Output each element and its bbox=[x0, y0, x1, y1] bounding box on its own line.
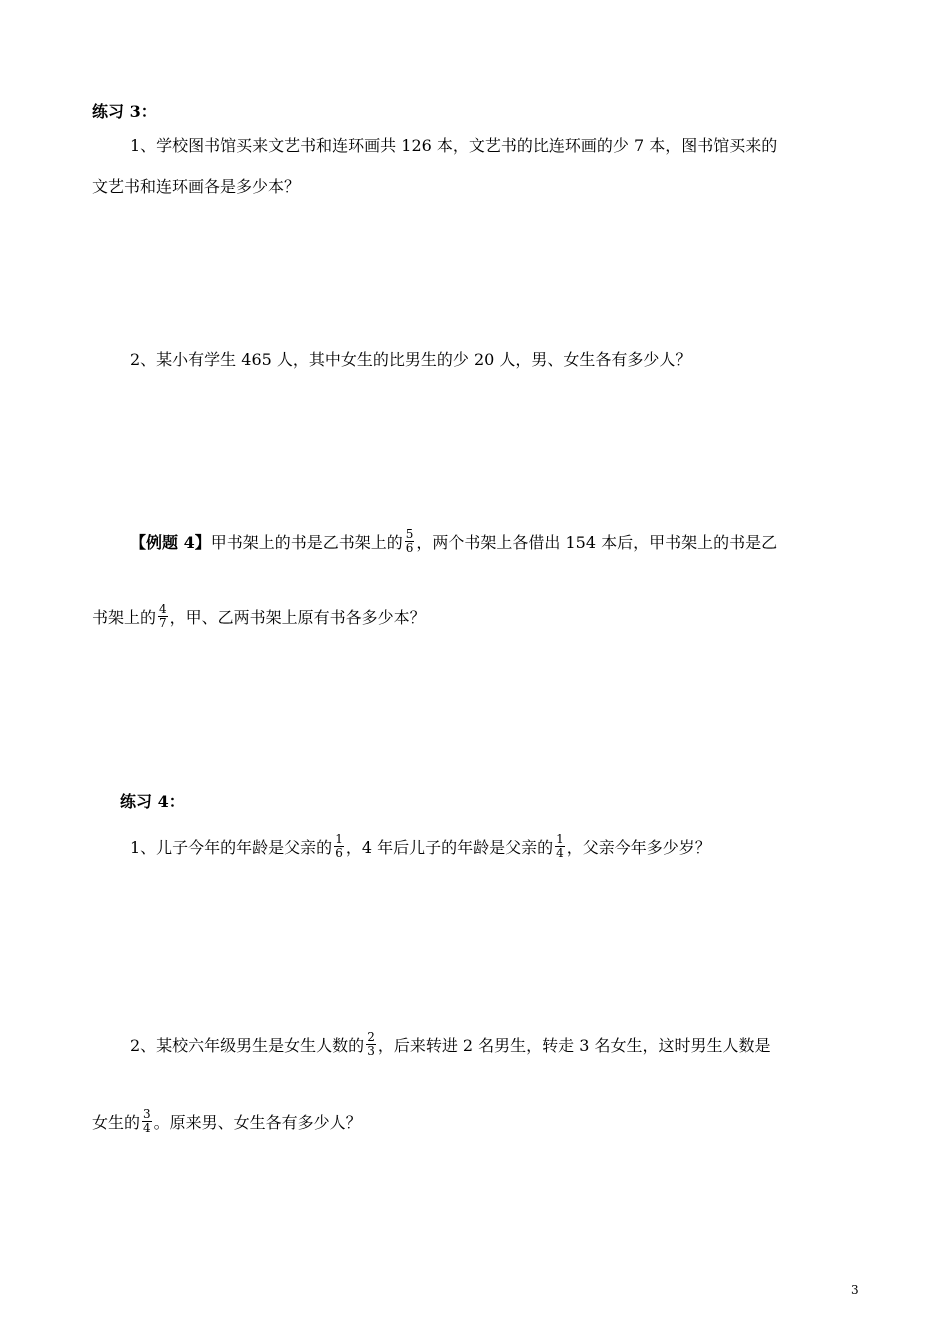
fraction: $\frac{1}{4}$ bbox=[556, 832, 564, 860]
question-text: 。原来男、女生各有多少人？ bbox=[153, 1113, 362, 1132]
practice-3-question-1-line-2: 文艺书和连环画各是多少本？ bbox=[92, 177, 301, 196]
example-4-text: 书架上的 bbox=[92, 608, 157, 627]
question-text: ，父亲今年多少岁？ bbox=[566, 838, 711, 857]
practice-4-heading: 练习 4： bbox=[120, 792, 185, 811]
question-text: 1、儿子今年的年龄是父亲的 bbox=[130, 838, 333, 857]
fraction: $\frac{3}{4}$ bbox=[143, 1107, 151, 1135]
fraction: $\frac{4}{7}$ bbox=[159, 602, 167, 630]
question-text: ，后来转进 2 名男生，转走 3 名女生，这时男生人数是 bbox=[377, 1036, 771, 1055]
practice-4-question-2-line-1 bbox=[130, 1030, 771, 1060]
example-4-text: ，甲、乙两书架上原有书各多少本？ bbox=[169, 608, 426, 627]
example-4-text: 甲书架上的书是乙书架上的 bbox=[210, 533, 403, 552]
practice-3-question-2: 2、某小有学生 465 人，其中女生的比男生的少 20 人，男、女生各有多少人？ bbox=[130, 350, 692, 369]
fraction: $\frac{2}{3}$ bbox=[367, 1030, 375, 1058]
question-text: 女生的 bbox=[92, 1113, 141, 1132]
practice-4-question-1 bbox=[130, 832, 711, 862]
question-text: ，4 年后儿子的年龄是父亲的 bbox=[345, 838, 554, 857]
practice-3-heading: 练习 3： bbox=[92, 102, 157, 121]
page-number: 3 bbox=[851, 1283, 859, 1297]
practice-3-question-1-line-1: 1、学校图书馆买来文艺书和连环画共 126 本，文艺书的比连环画的少 7 本，图书馆买来的 bbox=[130, 136, 778, 155]
fraction: $\frac{5}{6}$ bbox=[405, 527, 414, 555]
example-4-text: ，两个书架上各借出 154 本后，甲书架上的书是乙 bbox=[416, 533, 778, 552]
example-4-line-2 bbox=[92, 602, 426, 632]
example-4-line-1 bbox=[130, 527, 778, 557]
practice-4-question-2-line-2 bbox=[92, 1107, 362, 1137]
question-text: 2、某校六年级男生是女生人数的 bbox=[130, 1036, 365, 1055]
fraction: $\frac{1}{6}$ bbox=[335, 832, 343, 860]
example-4-label: 【例题 4】 bbox=[130, 533, 211, 552]
